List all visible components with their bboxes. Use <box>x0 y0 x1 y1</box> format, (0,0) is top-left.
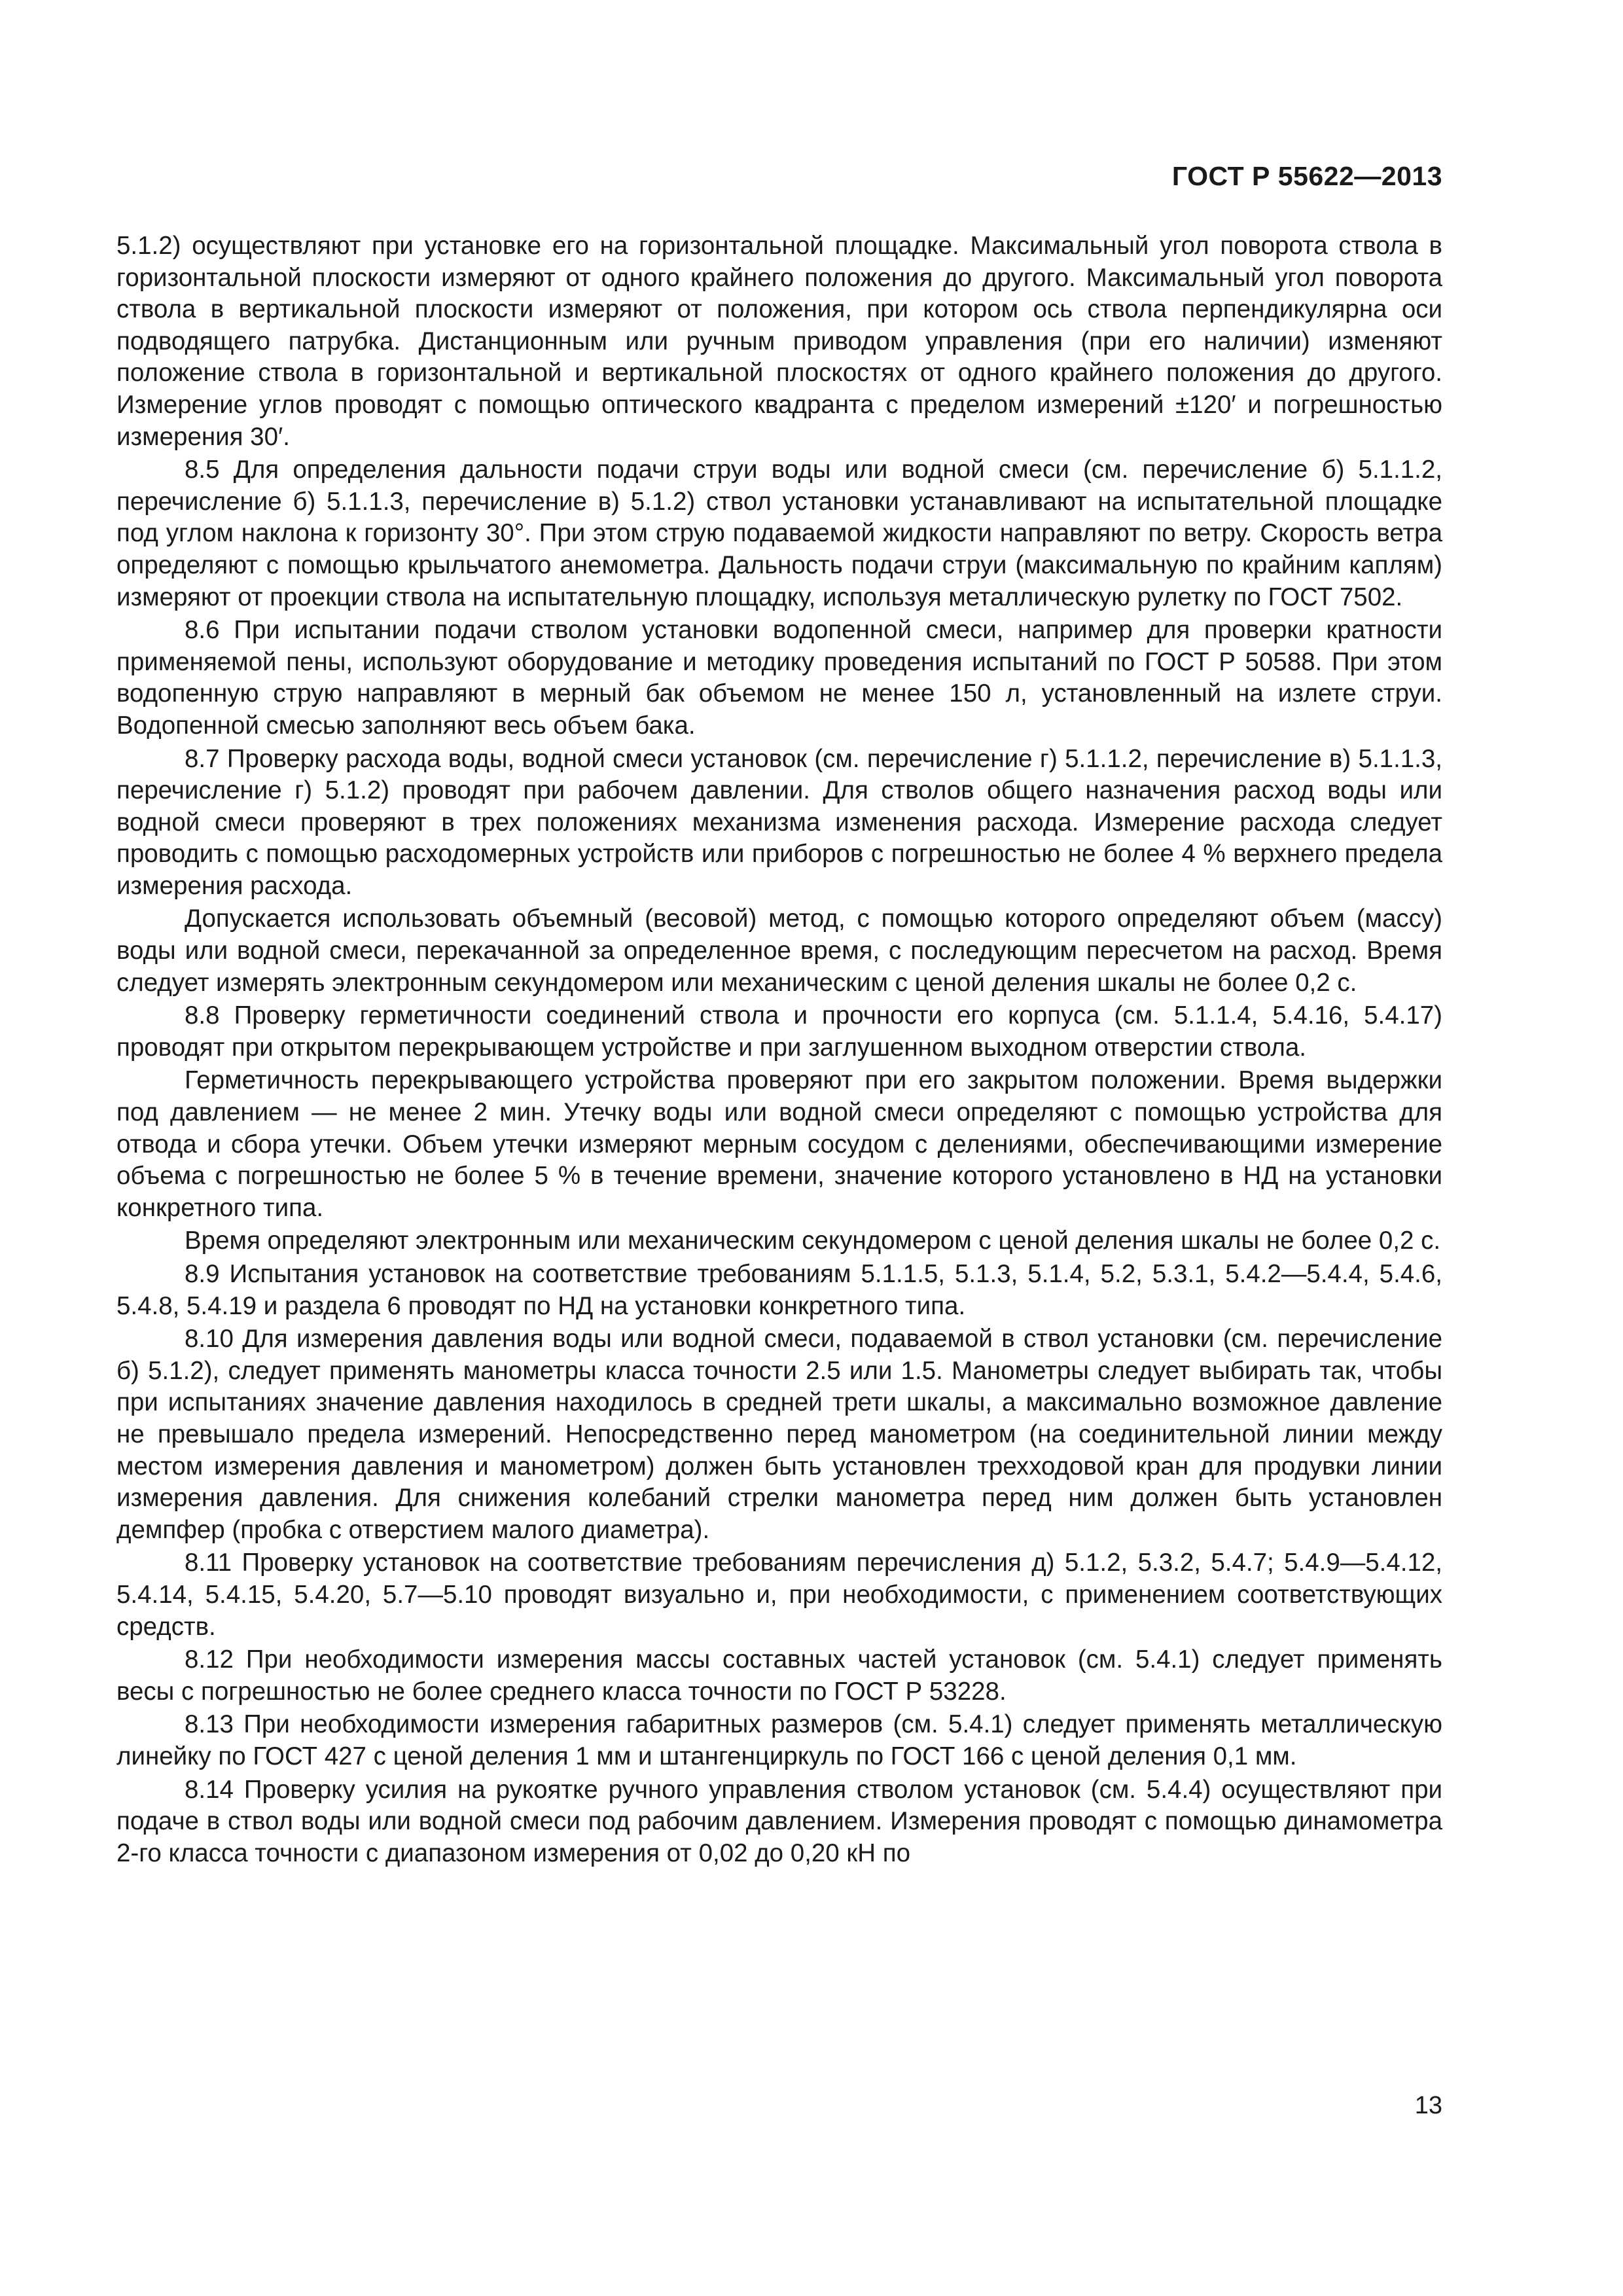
paragraph-8-10: 8.10 Для измерения давления воды или водной смеси, подаваемой в ствол установки (см. перечисление б) 5.1.2), следует применять манометры класса точности 2.5 или 1.5. Манометры следует выбирать так, чтобы при испытаниях значение давления находилось в средней трети шкалы, а максимально возможное давление не превышало предела измерений. Непосредственно перед манометром (на соединительной линии между местом измерения давления и манометром) должен быть установлен трехходовой кран для продувки линии измерения давления. Для снижения колебаний стрелки манометра перед ним должен быть установлен демпфер (пробка с отверстием малого диаметра). <box>116 1325 1442 1544</box>
paragraph-8-7-volumetric: Допускается использовать объемный (весовой) метод, с помощью которого определяют объем (массу) воды или водной смеси, перекачанной за определенное время, с последующим пересчетом на расход. Время следует измерять электронным секундомером или механическим с ценой деления шкалы не более 0,2 с. <box>116 905 1442 997</box>
paragraph-continuation: 5.1.2) осуществляют при установке его на горизонтальной площадке. Максимальный угол поворота ствола в горизонтальной плоскости измеряют от одного крайнего положения до другого. Максимальный угол поворота ствола в вертикальной плоскости измеряют от положения, при котором ось ствола перпендикулярна оси подводящего патрубка. Дистанционным или ручным приводом управления (при его наличии) изменяют положение ствола в горизонтальной и вертикальной плоскостях от одного крайнего положения до другого. Измерение углов проводят с помощью оптического квадранта с пределом измерений ±120′ и погрешностью измерения 30′. <box>116 232 1442 451</box>
paragraph-8-14: 8.14 Проверку усилия на рукоятке ручного управления стволом установок (см. 5.4.4) осуществляют при подаче в ствол воды или водной смеси под рабочим давлением. Измерения проводят с помощью динамометра 2-го класса точности с диапазоном измерения от 0,02 до 0,20 кН по <box>116 1775 1442 1867</box>
paragraph-8-9: 8.9 Испытания установок на соответствие требованиям 5.1.1.5, 5.1.3, 5.1.4, 5.2, 5.3.1, 5.4.2—5.4.4, 5.4.6, 5.4.8, 5.4.19 и раздела 6 проводят по НД на установки конкретного типа. <box>116 1260 1442 1320</box>
document-header: ГОСТ Р 55622—2013 <box>1171 161 1442 191</box>
paragraph-8-5: 8.5 Для определения дальности подачи струи воды или водной смеси (см. перечисление б) 5.1.1.2, перечисление б) 5.1.1.3, перечисление в) 5.1.2) ствол установки устанавливают на испытательной площадке под углом наклона к горизонту 30°. При этом струю подаваемой жидкости направляют по ветру. Скорость ветра определяют с помощью крыльчатого анемометра. Дальность подачи струи (максимальную по крайним каплям) измеряют от проекции ствола на испытательную площадку, используя металлическую рулетку по ГОСТ 7502. <box>116 456 1442 611</box>
page-number: 13 <box>1414 2092 1442 2119</box>
paragraph-8-8-time: Время определяют электронным или механическим секундомером с ценой деления шкалы не более 0,2 с. <box>185 1227 1441 1255</box>
paragraph-8-8: 8.8 Проверку герметичности соединений ствола и прочности его корпуса (см. 5.1.1.4, 5.4.16, 5.4.17) проводят при открытом перекрывающем устройстве и при заглушенном выходном отверстии ствола. <box>116 1001 1442 1062</box>
paragraph-8-6: 8.6 При испытании подачи стволом установки водопенной смеси, например для проверки кратности применяемой пены, используют оборудование и методику проведения испытаний по ГОСТ Р 50588. При этом водопенную струю направляют в мерный бак объемом не менее 150 л, установленный на излете струи. Водопенной смесью заполняют весь объем бака. <box>116 616 1442 740</box>
paragraph-8-8-tightness: Герметичность перекрывающего устройства проверяют при его закрытом положении. Время выдержки под давлением — не менее 2 мин. Утечку воды или водной смеси определяют с помощью устройства для отвода и сбора утечки. Объем утечки измеряют мерным сосудом с делениями, обеспечивающими измерение объема с погрешностью не более 5 % в течение времени, значение которого установлено в НД на установки конкретного типа. <box>116 1066 1442 1222</box>
body-text <box>116 230 1442 1871</box>
paragraph-8-11: 8.11 Проверку установок на соответствие требованиям перечисления д) 5.1.2, 5.3.2, 5.4.7; 5.4.9—5.4.12, 5.4.14, 5.4.15, 5.4.20, 5.7—5.10 проводят визуально и, при необходимости, с применением соответствующих средств. <box>116 1549 1442 1641</box>
paragraph-8-13: 8.13 При необходимости измерения габаритных размеров (см. 5.4.1) следует применять металлическую линейку по ГОСТ 427 с ценой деления 1 мм и штангенциркуль по ГОСТ 166 с ценой деления 0,1 мм. <box>116 1710 1442 1770</box>
paragraph-8-7: 8.7 Проверку расхода воды, водной смеси установок (см. перечисление г) 5.1.1.2, перечисление в) 5.1.1.3, перечисление г) 5.1.2) проводят при рабочем давлении. Для стволов общего назначения расход воды или водной смеси проверяют в трех положениях механизма изменения расхода. Измерение расхода следует проводить с помощью расходомерных устройств или приборов с погрешностью не более 4 % верхнего предела измерения расхода. <box>116 744 1442 900</box>
paragraph-8-12: 8.12 При необходимости измерения массы составных частей установок (см. 5.4.1) следует применять весы с погрешностью не более среднего класса точности по ГОСТ Р 53228. <box>116 1645 1442 1706</box>
